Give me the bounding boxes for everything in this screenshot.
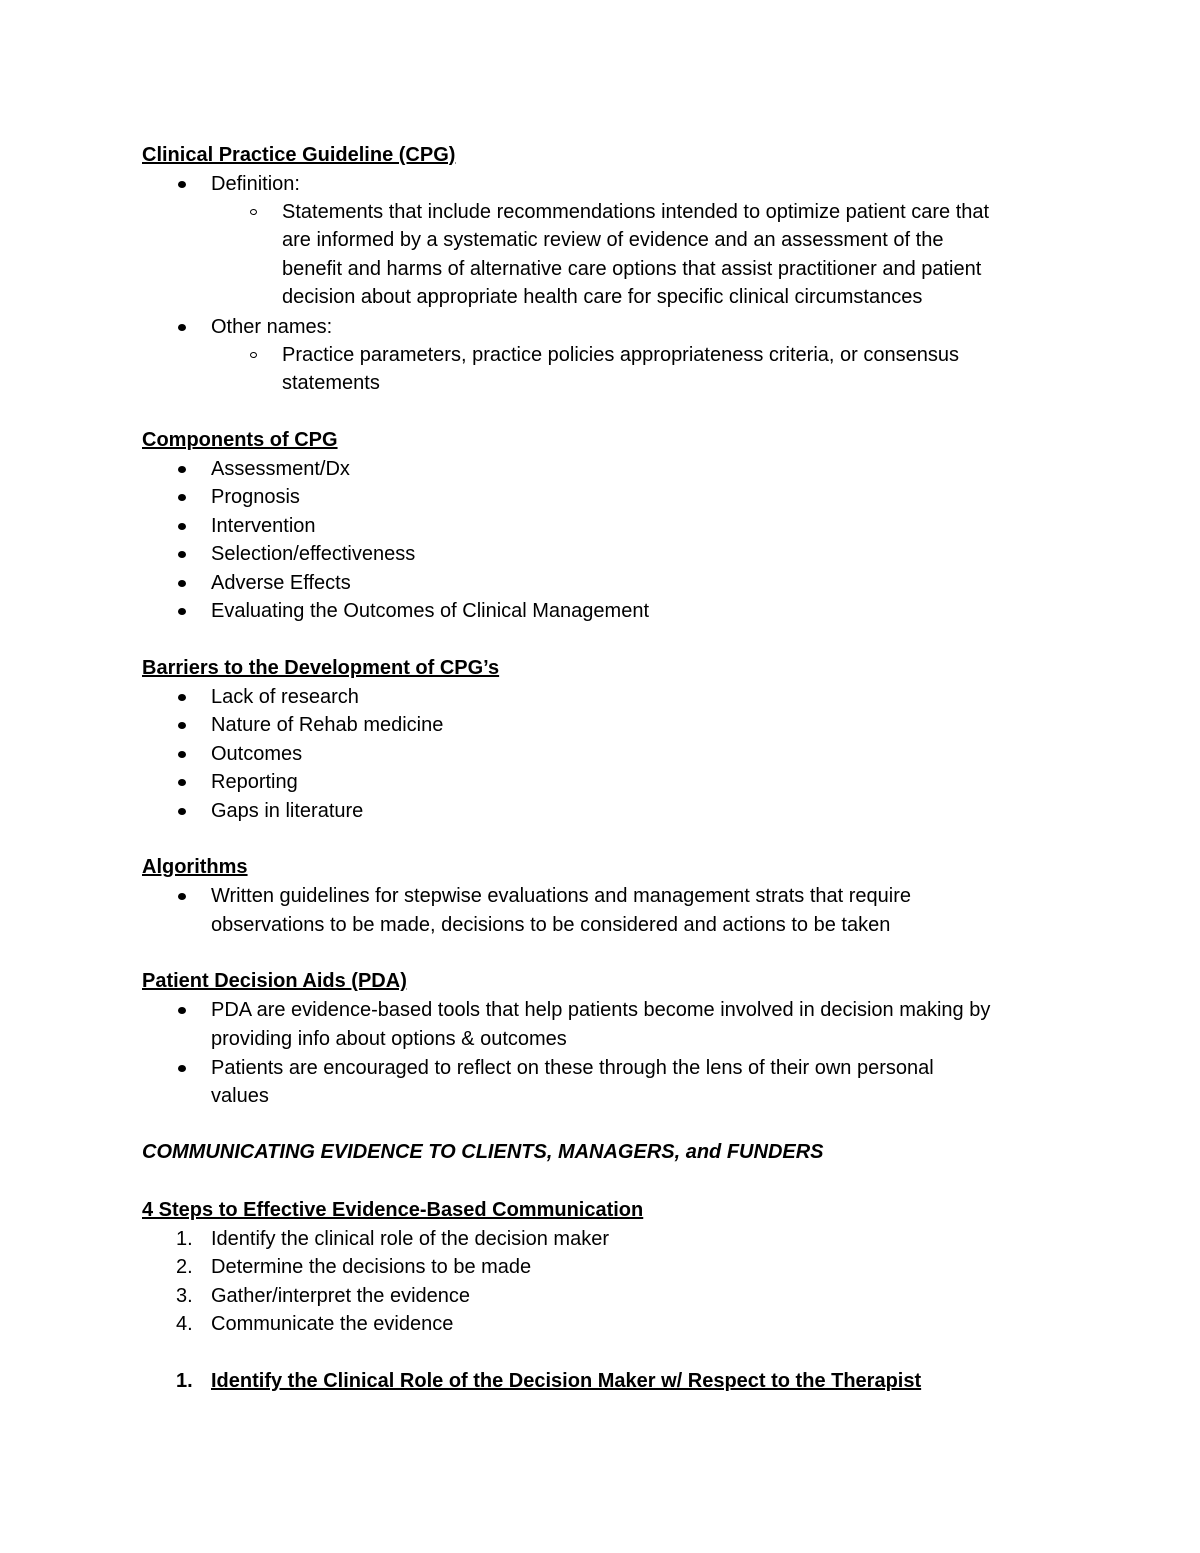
list-item: Communicate the evidence — [211, 1313, 454, 1335]
sub-bullet-icon — [250, 352, 257, 358]
bullet-icon — [178, 1007, 186, 1014]
list-item-line: observations to be made, decisions to be considered and actions to be taken — [211, 914, 891, 936]
section-heading-cpg: Clinical Practice Guideline (CPG) — [142, 144, 456, 166]
list-item-line: Written guidelines for stepwise evaluations and management strats that require — [211, 885, 912, 907]
list-item-line: values — [211, 1085, 269, 1107]
definition-line: Statements that include recommendations intended to optimize patient care that — [282, 201, 990, 223]
section-heading-communicating: COMMUNICATING EVIDENCE TO CLIENTS, MANAGERS, and FUNDERS — [142, 1141, 824, 1163]
bullet-icon — [178, 580, 186, 587]
definition-label: Definition: — [211, 173, 300, 195]
bullet-icon — [178, 181, 186, 188]
definition-line: are informed by a systematic review of evidence and an assessment of the — [282, 229, 944, 251]
definition-line: decision about appropriate health care for specific clinical circumstances — [282, 286, 923, 308]
section-heading-steps: 4 Steps to Effective Evidence-Based Communication — [142, 1199, 644, 1221]
list-item: Prognosis — [211, 486, 300, 508]
bullet-icon — [178, 324, 186, 331]
section-heading-pda: Patient Decision Aids (PDA) — [142, 970, 407, 992]
list-item: Outcomes — [211, 743, 303, 765]
definition-line: benefit and harms of alternative care options that assist practitioner and patient — [282, 258, 982, 280]
list-item: Adverse Effects — [211, 572, 351, 594]
list-item: Gather/interpret the evidence — [211, 1285, 471, 1307]
bullet-icon — [178, 494, 186, 501]
bullet-icon — [178, 523, 186, 530]
section-heading-components: Components of CPG — [142, 429, 338, 451]
list-item: Intervention — [211, 515, 316, 537]
other-names-line: statements — [282, 372, 380, 394]
list-item-line: PDA are evidence-based tools that help patients become involved in decision making by — [211, 999, 991, 1021]
other-names-label: Other names: — [211, 316, 333, 338]
other-names-line: Practice parameters, practice policies appropriateness criteria, or consensus — [282, 344, 959, 366]
bullet-icon — [178, 893, 186, 900]
sub-bullet-icon — [250, 209, 257, 215]
bullet-icon — [178, 808, 186, 815]
list-item-line: Patients are encouraged to reflect on these through the lens of their own personal — [211, 1057, 934, 1079]
bullet-icon — [178, 608, 186, 615]
list-number: 3. — [176, 1285, 193, 1307]
list-number: 1. — [176, 1228, 193, 1250]
list-item: Evaluating the Outcomes of Clinical Management — [211, 600, 650, 622]
bullet-icon — [178, 1065, 186, 1072]
list-item: Gaps in literature — [211, 800, 364, 822]
bullet-icon — [178, 694, 186, 701]
bullet-icon — [178, 722, 186, 729]
list-item: Nature of Rehab medicine — [211, 714, 444, 736]
bullet-icon — [178, 551, 186, 558]
section-heading-barriers: Barriers to the Development of CPG’s — [142, 657, 500, 679]
section-heading-step1: Identify the Clinical Role of the Decision Maker w/ Respect to the Therapist — [211, 1370, 922, 1392]
list-item-line: providing info about options & outcomes — [211, 1028, 567, 1050]
list-item: Identify the clinical role of the decision maker — [211, 1228, 609, 1250]
list-number: 4. — [176, 1313, 193, 1335]
bullet-icon — [178, 466, 186, 473]
list-item: Lack of research — [211, 686, 359, 708]
step-number: 1. — [176, 1370, 193, 1392]
list-item: Assessment/Dx — [211, 458, 350, 480]
list-number: 2. — [176, 1256, 193, 1278]
bullet-icon — [178, 779, 186, 786]
list-item: Reporting — [211, 771, 298, 793]
section-heading-algorithms: Algorithms — [142, 856, 248, 878]
bullet-icon — [178, 751, 186, 758]
list-item: Determine the decisions to be made — [211, 1256, 532, 1278]
list-item: Selection/effectiveness — [211, 543, 416, 565]
